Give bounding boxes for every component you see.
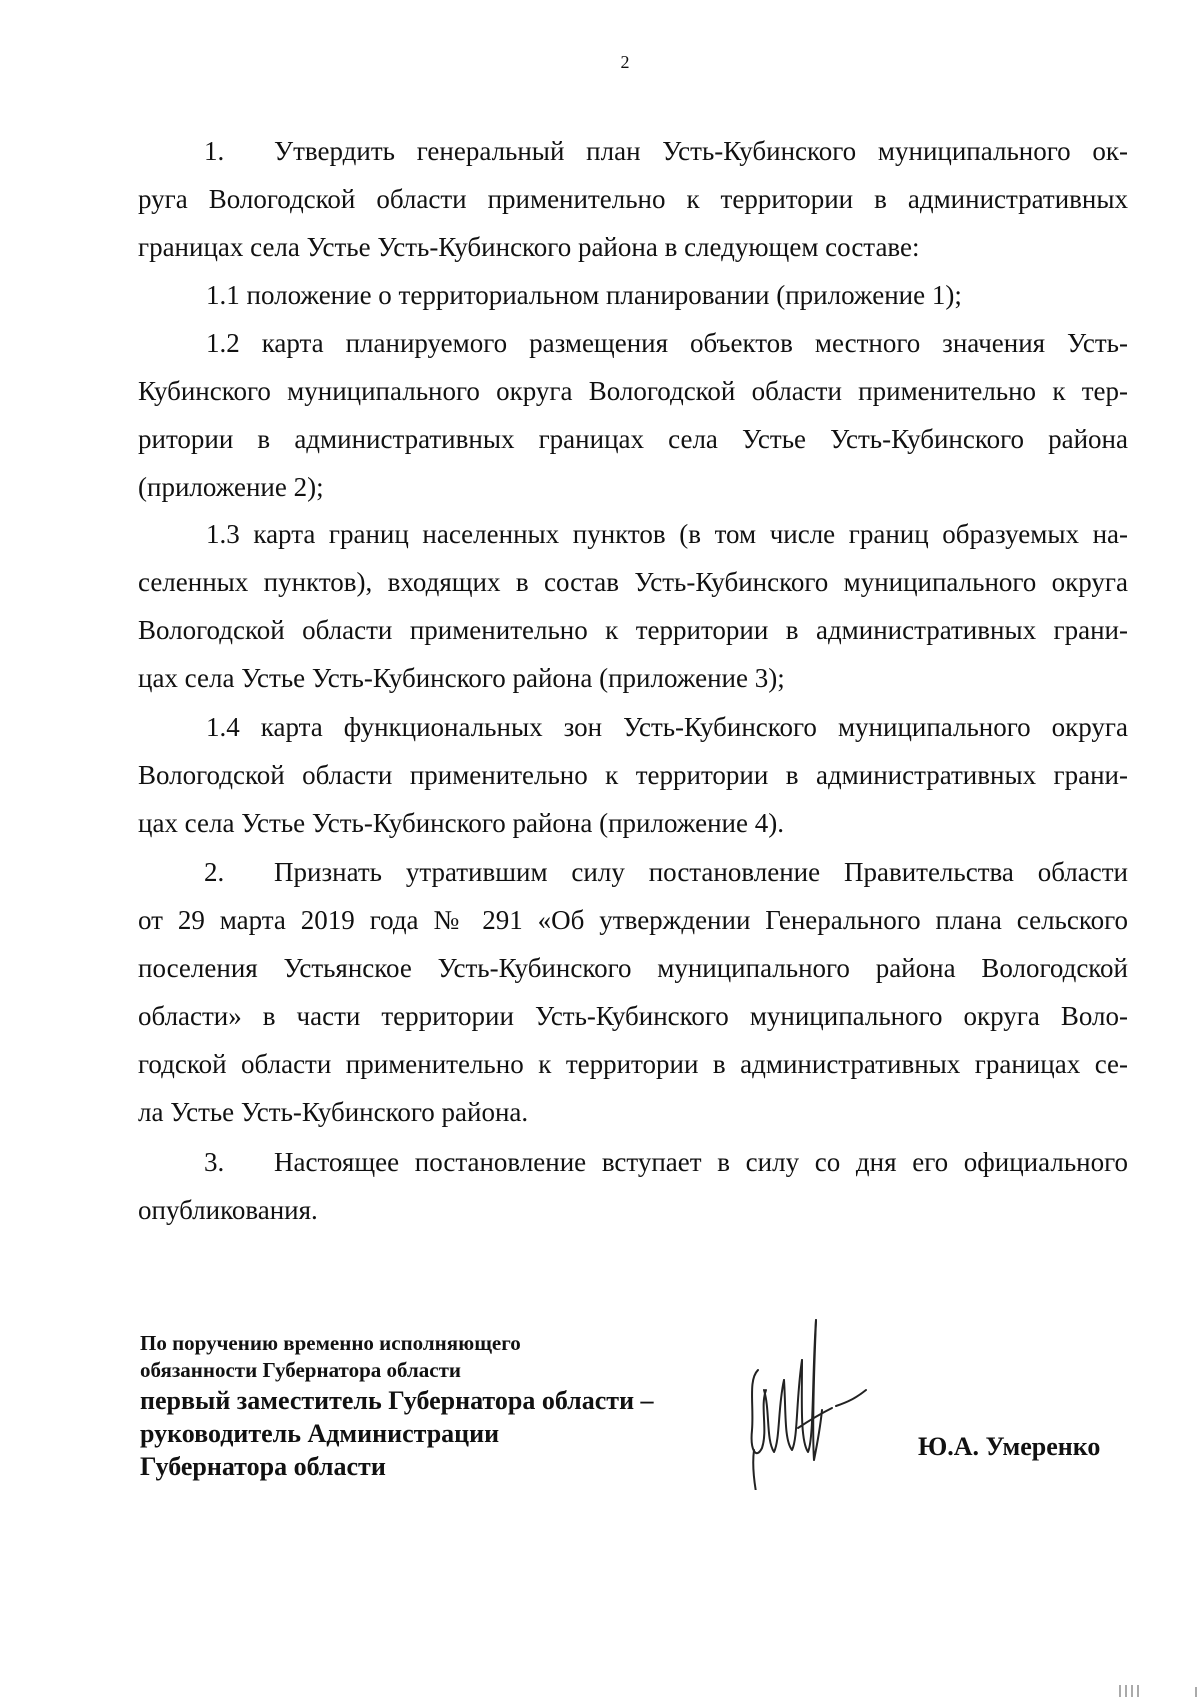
text-fragment: Признать утратившим силу постановление Правительства области — [274, 857, 1128, 887]
signer-name: Ю.А. Умеренко — [918, 1432, 1101, 1461]
signatory-preamble: По поручению временно исполняющего — [140, 1331, 521, 1355]
text-line: цах села Устье Усть-Кубинского района (приложение 3); — [138, 663, 785, 693]
text-line: 1.1 положение о территориальном планировании (приложение 1); — [206, 280, 962, 310]
text-line: от 29 марта 2019 года № 291 «Об утверждении Генерального плана сельского — [138, 905, 1128, 935]
text-line: поселения Устьянское Усть-Кубинского муниципального района Вологодской — [138, 953, 1128, 983]
signatory-position: Губернатора области — [140, 1452, 386, 1481]
signatory-position: первый заместитель Губернатора области – — [140, 1386, 654, 1415]
text-line: области» в части территории Усть-Кубинского муниципального округа Воло- — [138, 1001, 1128, 1031]
paragraph-item-1 — [138, 127, 1128, 271]
text-line: границах села Устье Усть-Кубинского района в следующем составе: — [138, 232, 920, 262]
handwritten-signature — [740, 1310, 900, 1490]
text-line: 1.3 карта границ населенных пунктов (в том числе границ образуемых на- — [206, 519, 1128, 549]
paragraph-item-1-4 — [138, 703, 1128, 847]
paragraph-item-1-1 — [138, 271, 1128, 319]
text-line: руга Вологодской области применительно к территории в административных — [138, 184, 1128, 214]
page-number: 2 — [620, 52, 630, 72]
paragraph-item-1-3 — [138, 510, 1128, 702]
signature-block — [140, 1330, 654, 1483]
item-number: 2. — [204, 857, 225, 887]
text-line — [138, 127, 1128, 175]
text-line: Кубинского муниципального округа Вологодской области применительно к тер- — [138, 376, 1128, 406]
text-line: 1.4 карта функциональных зон Усть-Кубинского муниципального округа — [206, 712, 1128, 742]
text-line: годской области применительно к территории в административных границах се- — [138, 1049, 1128, 1079]
paragraph-item-3 — [138, 1138, 1128, 1234]
text-line: Вологодской области применительно к территории в административных грани- — [138, 615, 1128, 645]
text-fragment: Настоящее постановление вступает в силу со дня его официального — [274, 1147, 1128, 1177]
text-line: ла Устье Усть-Кубинского района. — [138, 1097, 529, 1127]
text-line — [138, 1138, 1128, 1186]
item-number: 3. — [204, 1147, 225, 1177]
text-line: опубликования. — [138, 1195, 318, 1225]
text-fragment: Утвердить генеральный план Усть-Кубинского муниципального ок- — [274, 136, 1128, 166]
text-line: 1.2 карта планируемого размещения объектов местного значения Усть- — [206, 328, 1128, 358]
text-line — [138, 848, 1128, 896]
text-line: Вологодской области применительно к территории в административных грани- — [138, 760, 1128, 790]
scan-edge-marks — [1110, 1677, 1200, 1697]
text-line: селенных пунктов), входящих в состав Усть-Кубинского муниципального округа — [138, 567, 1128, 597]
text-line: ритории в административных границах села Устье Усть-Кубинского района — [138, 424, 1128, 454]
text-line: (приложение 2); — [138, 472, 324, 502]
text-line: цах села Устье Усть-Кубинского района (приложение 4). — [138, 808, 784, 838]
signatory-position: руководитель Администрации — [140, 1419, 500, 1448]
paragraph-item-1-2 — [138, 319, 1128, 511]
item-number: 1. — [204, 136, 225, 166]
paragraph-item-2 — [138, 848, 1128, 1136]
signatory-preamble: обязанности Губернатора области — [140, 1358, 461, 1382]
